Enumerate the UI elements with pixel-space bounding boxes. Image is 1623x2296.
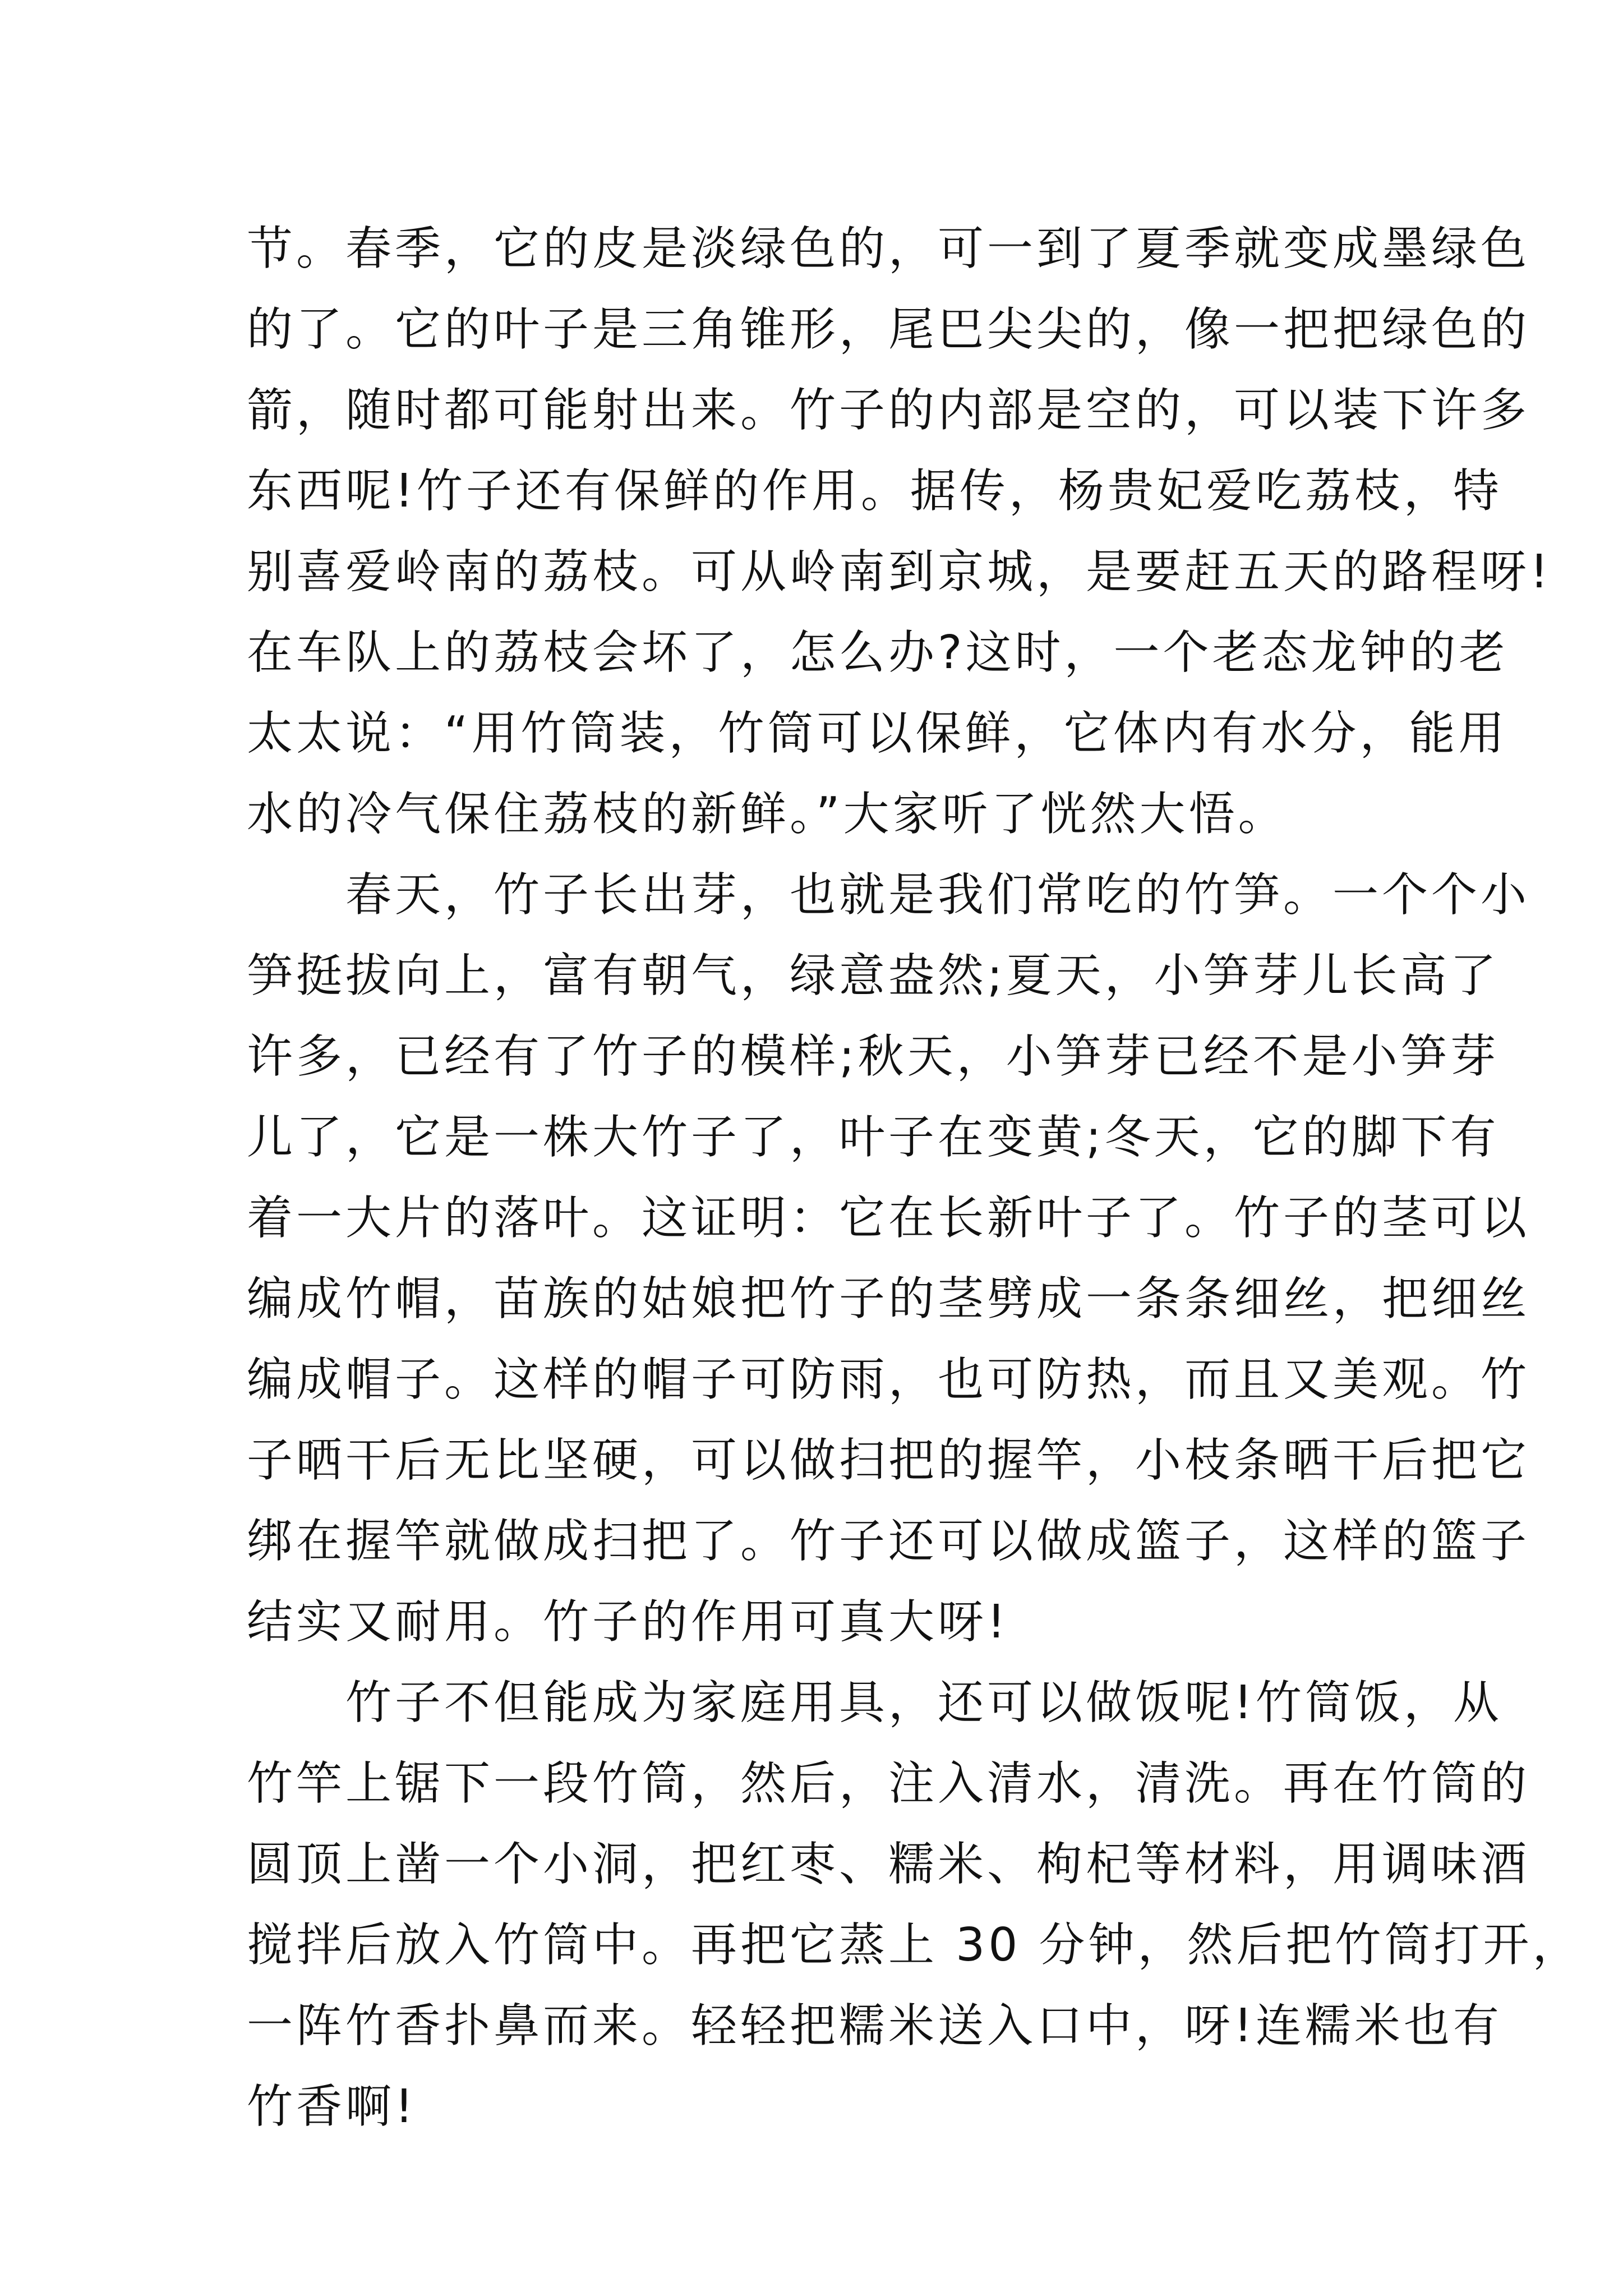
text-line: 编成帽子。这样的帽子可防雨，也可防热，而且又美观。竹 <box>247 1353 1530 1406</box>
text-line: 绑在握竿就做成扫把了。竹子还可以做成篮子，这样的篮子 <box>247 1515 1530 1568</box>
text-line: 子晒干后无比坚硬，可以做扫把的握竿，小枝条晒干后把它 <box>247 1434 1530 1487</box>
text-line: 儿了，它是一株大竹子了，叶子在变黄;冬天，它的脚下有 <box>247 1111 1500 1164</box>
text-line: 的了。它的叶子是三角锥形，尾巴尖尖的，像一把把绿色的 <box>247 303 1530 356</box>
text-line: 竹子不但能成为家庭用具，还可以做饭呢!竹筒饭，从 <box>247 1676 1502 1729</box>
text-line: 笋挺拔向上，富有朝气，绿意盎然;夏天，小笋芽儿长高了 <box>247 949 1500 1002</box>
text-line: 别喜爱岭南的荔枝。可从岭南到京城，是要赶五天的路程呀! <box>247 545 1552 599</box>
paragraph-3 <box>247 1663 1582 2147</box>
text-line: 搅拌后放入竹筒中。再把它蒸上 30 分钟，然后把竹筒打开， <box>247 1918 1582 1972</box>
text-line: 箭，随时都可能射出来。竹子的内部是空的，可以装下许多 <box>247 384 1530 437</box>
text-line: 着一大片的落叶。这证明：它在长新叶子了。竹子的茎可以 <box>247 1191 1530 1245</box>
text-line: 水的冷气保住荔枝的新鲜。”大家听了恍然大悟。 <box>247 788 1288 841</box>
text-line: 在车队上的荔枝会坏了，怎么办?这时，一个老态龙钟的老 <box>247 626 1509 679</box>
paragraph-1 <box>247 209 1552 855</box>
paragraph-2 <box>247 855 1530 1663</box>
document-body <box>247 209 1582 2147</box>
text-line: 竹竿上锯下一段竹筒，然后，注入清水，清洗。再在竹筒的 <box>247 1757 1530 1810</box>
text-line: 东西呢!竹子还有保鲜的作用。据传，杨贵妃爱吃荔枝，特 <box>247 464 1502 518</box>
text-line: 圆顶上凿一个小洞，把红枣、糯米、枸杞等材料，用调味酒 <box>247 1838 1530 1891</box>
text-line: 编成竹帽，苗族的姑娘把竹子的茎劈成一条条细丝，把细丝 <box>247 1272 1530 1326</box>
text-line: 结实又耐用。竹子的作用可真大呀! <box>247 1595 1009 1649</box>
text-line: 节。春季，它的皮是淡绿色的，可一到了夏季就变成墨绿色 <box>247 222 1530 275</box>
text-line: 春天，竹子长出芽，也就是我们常吃的竹笋。一个个小 <box>247 868 1530 922</box>
text-line: 太太说：“用竹筒装，竹筒可以保鲜，它体内有水分，能用 <box>247 707 1508 760</box>
text-line: 一阵竹香扑鼻而来。轻轻把糯米送入口中，呀!连糯米也有 <box>247 1999 1502 2053</box>
text-line: 许多，已经有了竹子的模样;秋天，小笋芽已经不是小笋芽 <box>247 1030 1500 1083</box>
text-line: 竹香啊! <box>247 2080 417 2133</box>
